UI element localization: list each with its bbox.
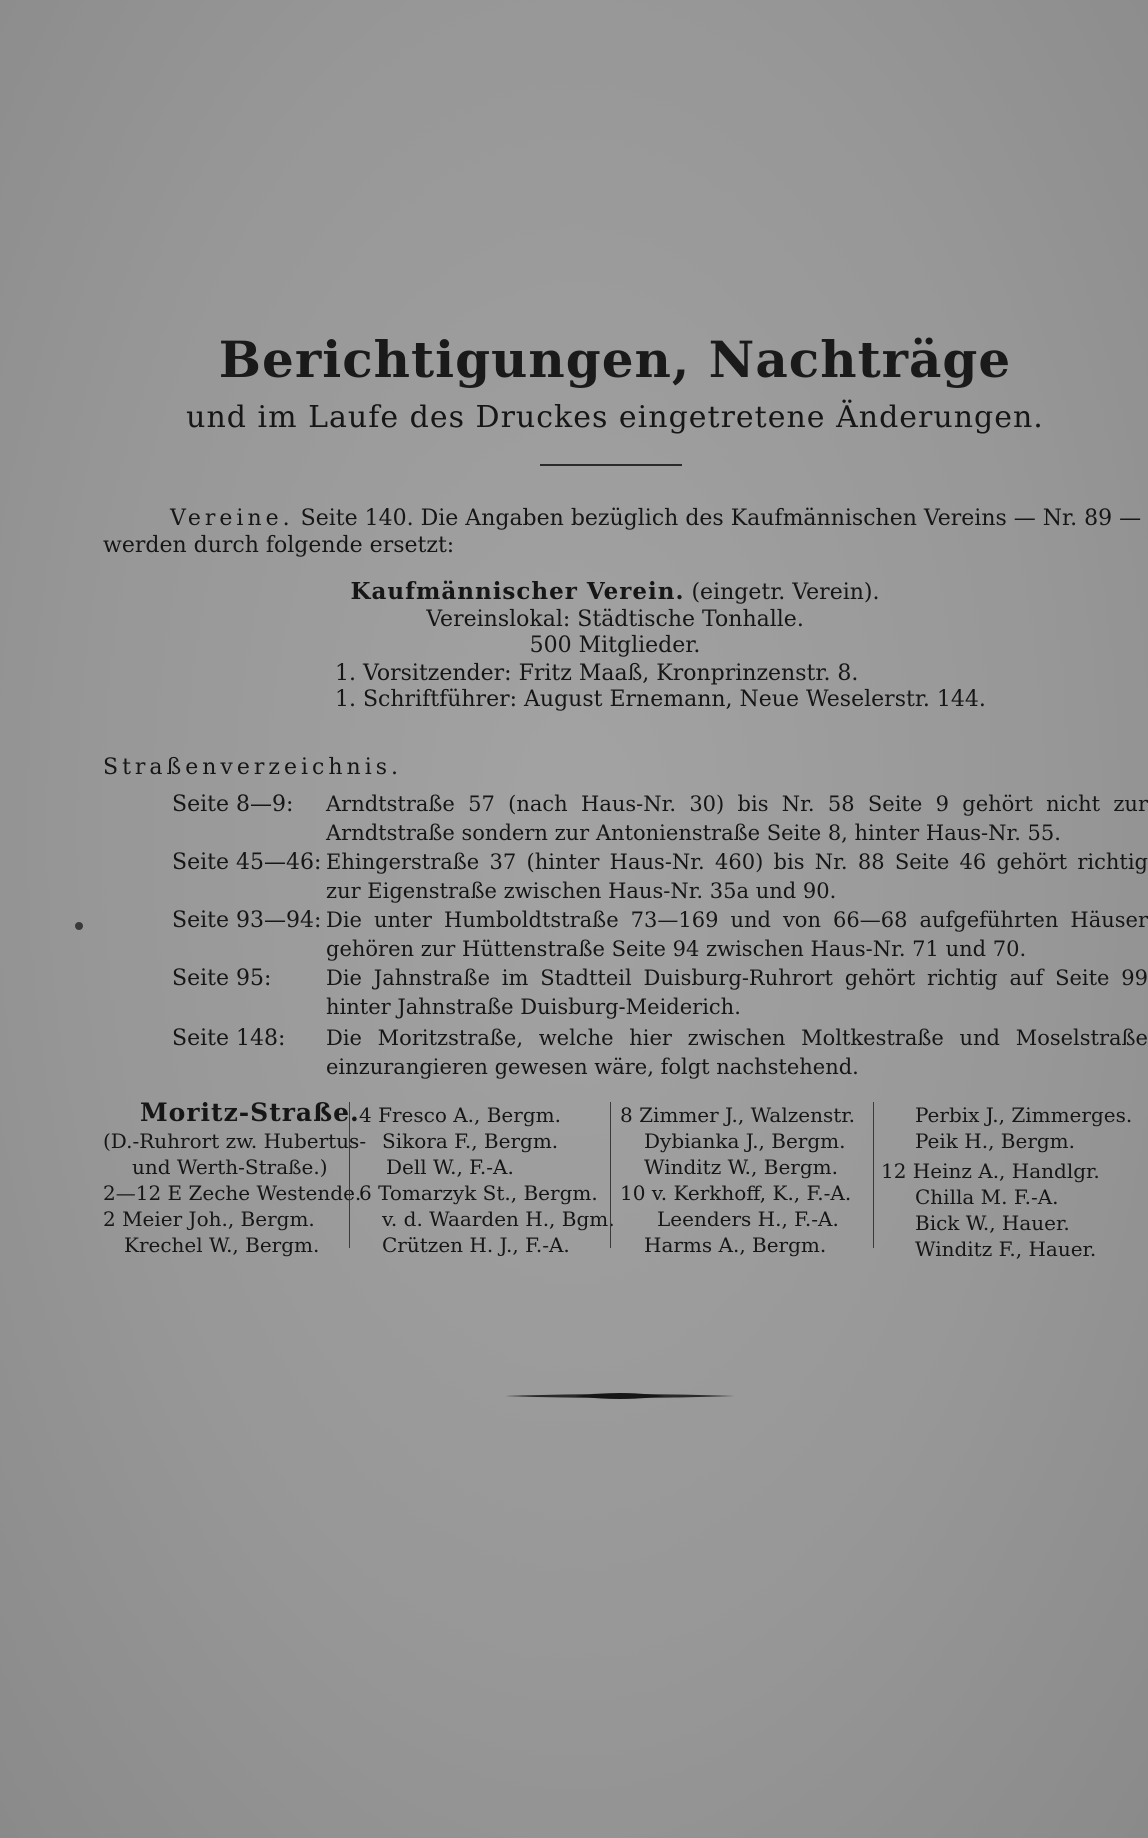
verein-name-line <box>0 578 1148 605</box>
page-title: Berichtigungen, Nachträge <box>218 330 1012 389</box>
verein-name-suffix: (eingetr. Verein). <box>691 580 880 605</box>
entry-page: Seite 8—9: <box>172 792 294 817</box>
col3-row: 8 Zimmer J., Walzenstr. <box>620 1103 856 1127</box>
moritz-subtitle-2: und Werth-Straße.) <box>132 1155 328 1179</box>
col1-row: 2—12 E Zeche Westende. <box>103 1181 362 1205</box>
entry-page: Seite 45—46: <box>172 850 322 875</box>
verein-mitglieder: 500 Mitglieder. <box>529 633 701 658</box>
moritz-subtitle-1: (D.-Ruhrort zw. Hubertus- <box>103 1129 367 1153</box>
entry-text: Ehingerstraße 37 (hinter Haus-Nr. 460) bis Nr. 88 Seite 46 gehört richtig zur Eigenstraße zwischen Haus-Nr. 35a und 90. <box>326 850 1148 903</box>
col2-row: 6 Tomarzyk St., Bergm. <box>359 1181 598 1205</box>
entry-text: Die Jahnstraße im Stadtteil Duisburg-Ruhrort gehört richtig auf Seite 99 hinter Jahnstraße Duisburg-Meiderich. <box>326 966 1148 1019</box>
col4-row: Peik H., Bergm. <box>915 1129 1075 1153</box>
col2-row: Crützen H. J., F.-A. <box>382 1233 570 1257</box>
verein-schriftfuehrer: 1. Schriftführer: August Ernemann, Neue Weselerstr. 144. <box>335 687 986 712</box>
verein-name: Kaufmännischer Verein. <box>350 578 685 605</box>
col2-row: Dell W., F.-A. <box>386 1155 514 1179</box>
vereine-intro: Seite 140. Die Angaben bezüglich des Kaufmännischen Vereins — Nr. 89 — <box>300 506 1142 531</box>
margin-dot <box>75 922 83 930</box>
col4-row: Winditz F., Hauer. <box>915 1237 1097 1261</box>
col3-row: 10 v. Kerkhoff, K., F.-A. <box>620 1181 852 1205</box>
col3-row: Leenders H., F.-A. <box>657 1207 839 1231</box>
entry-page: Seite 148: <box>172 1026 286 1051</box>
col4-row: Bick W., Hauer. <box>915 1211 1070 1235</box>
column-divider <box>873 1102 874 1248</box>
title-divider <box>540 464 682 466</box>
col2-row: v. d. Waarden H., Bgm. <box>382 1207 615 1231</box>
col4-row: 12 Heinz A., Handlgr. <box>881 1159 1100 1183</box>
col3-row: Harms A., Bergm. <box>644 1233 827 1257</box>
entry-text: Die unter Humboldtstraße 73—169 und von 66—68 aufgeführten Häuser gehören zur Hüttenstraße Seite 94 zwischen Haus-Nr. 71 und 70. <box>326 908 1148 961</box>
vereine-heading: Vereine. <box>170 506 294 531</box>
moritz-title: Moritz-Straße. <box>140 1098 360 1127</box>
strassen-heading: Straßenverzeichnis. <box>103 755 403 780</box>
col1-row: 2 Meier Joh., Bergm. <box>103 1207 315 1231</box>
verein-vorsitzender: 1. Vorsitzender: Fritz Maaß, Kronprinzenstr. 8. <box>335 661 859 686</box>
col4-row: Perbix J., Zimmerges. <box>915 1103 1133 1127</box>
vereine-line-1 <box>170 505 1141 532</box>
col2-row: 4 Fresco A., Bergm. <box>359 1103 561 1127</box>
page-subtitle: und im Laufe des Druckes eingetretene Änderungen. <box>186 400 1044 435</box>
col2-row: Sikora F., Bergm. <box>382 1129 559 1153</box>
col3-row: Winditz W., Bergm. <box>644 1155 838 1179</box>
column-divider <box>610 1102 611 1248</box>
entry-text: Arndtstraße 57 (nach Haus-Nr. 30) bis Nr. 58 Seite 9 gehört nicht zur Arndtstraße sondern zur Antonienstraße Seite 8, hinter Haus-Nr. 55. <box>326 792 1148 845</box>
verein-lokal: Vereinslokal: Städtische Tonhalle. <box>426 607 804 632</box>
entry-page: Seite 93—94: <box>172 908 322 933</box>
column-divider <box>349 1102 350 1248</box>
entry-page: Seite 95: <box>172 966 272 991</box>
closing-ornament-icon <box>505 1389 735 1403</box>
col3-row: Dybianka J., Bergm. <box>644 1129 846 1153</box>
col1-row: Krechel W., Bergm. <box>124 1233 320 1257</box>
entry-text: Die Moritzstraße, welche hier zwischen Moltkestraße und Moselstraße einzurangieren gewesen wäre, folgt nachstehend. <box>326 1026 1148 1079</box>
vereine-line-2: werden durch folgende ersetzt: <box>103 533 455 558</box>
col4-row: Chilla M. F.-A. <box>915 1185 1059 1209</box>
